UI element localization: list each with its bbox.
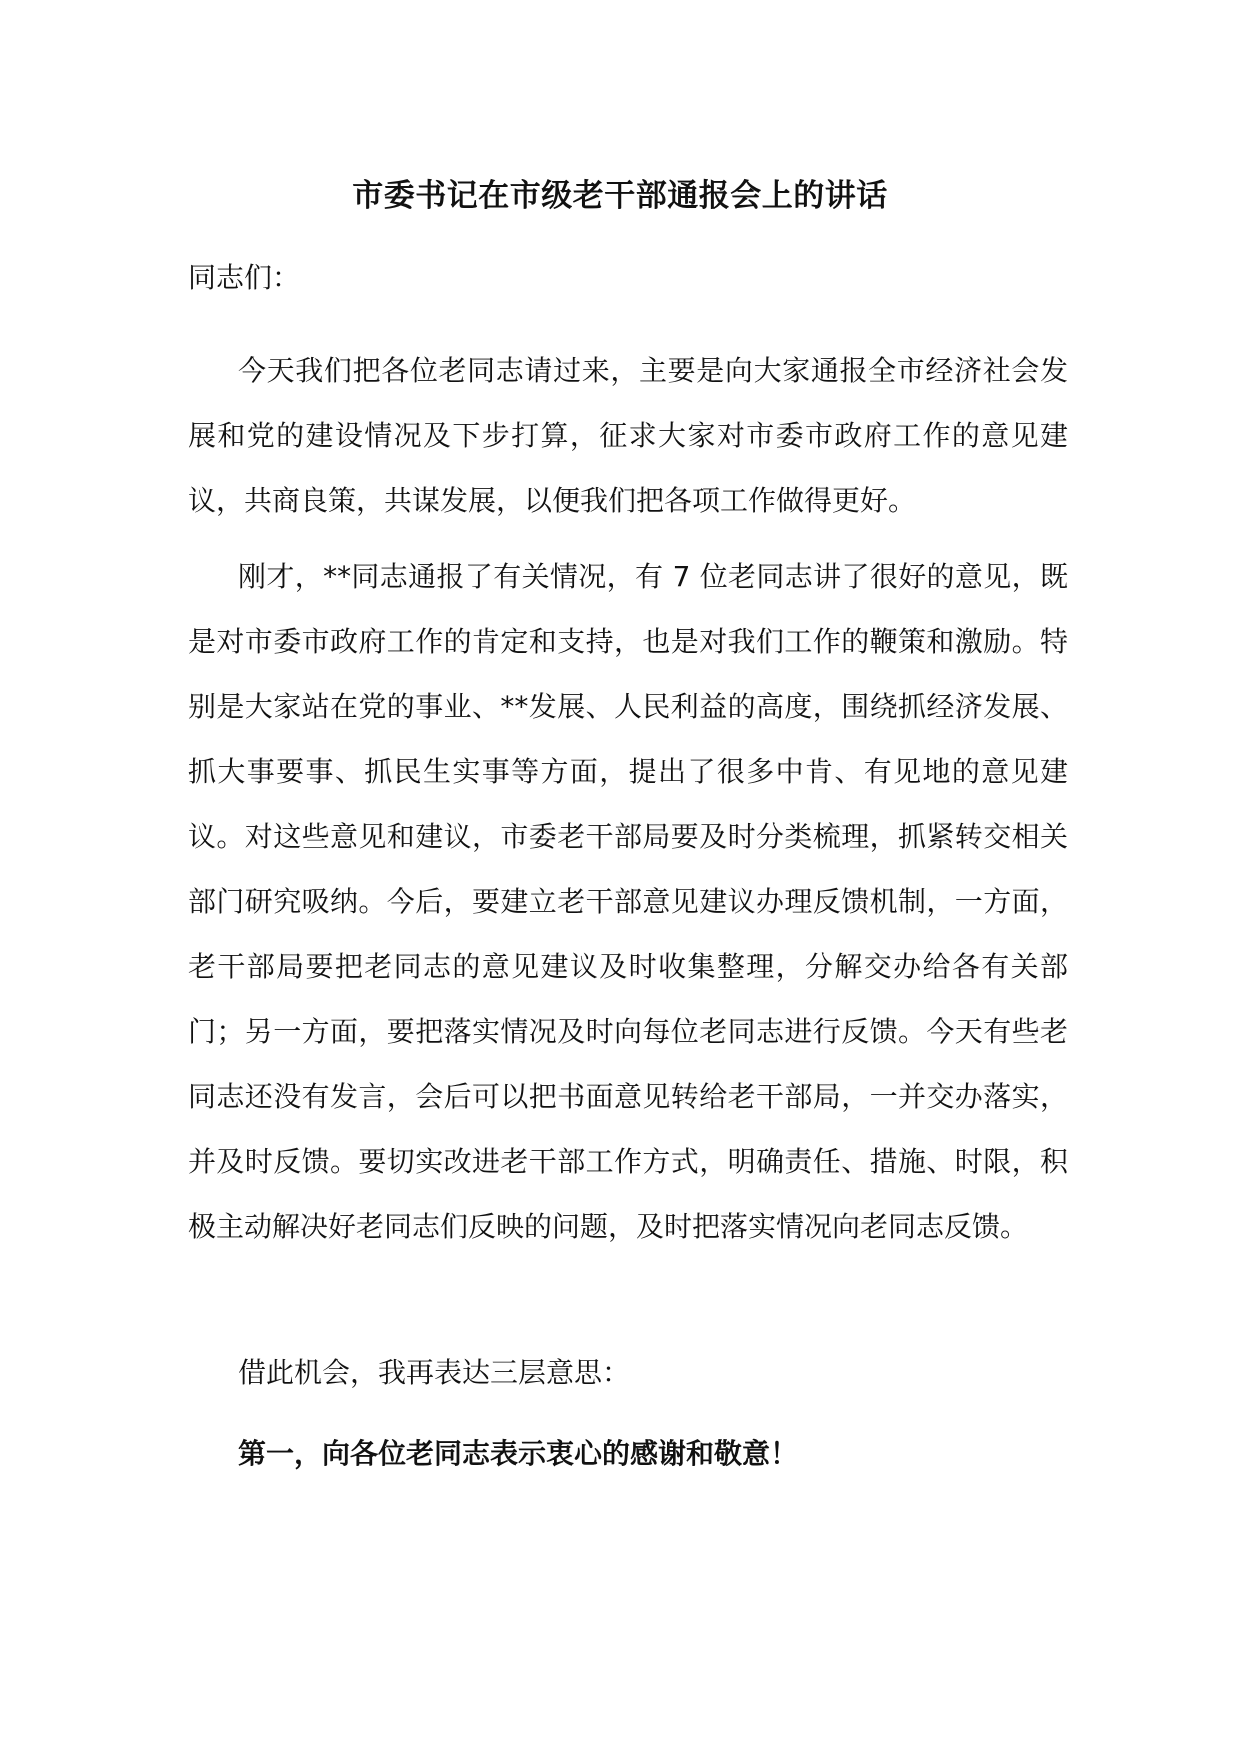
paragraph-intro: 今天我们把各位老同志请过来，主要是向大家通报全市经济社会发展和党的建设情况及下步打算，征求大家对市委市政府工作的意见建议，共商良策，共谋发展，以便我们把各项工作做得更好。	[188, 354, 1068, 517]
document-title: 市委书记在市级老干部通报会上的讲话	[352, 178, 888, 214]
paragraph-transition: 借此机会，我再表达三层意思：	[238, 1356, 631, 1389]
paragraph-feedback: 刚才，**同志通报了有关情况，有 7 位老同志讲了很好的意见，既是对市委市政府工作的肯定和支持，也是对我们工作的鞭策和激励。特别是大家站在党的事业、**发展、人民利益的高度，围绕抓经济发展、抓大事要事、抓民生实事等方面，提出了很多中肯、有见地的意见建议。对这些意见和建议，市委老干部局要及时分类梳理，抓紧转交相关部门研究吸纳。今后，要建立老干部意见建议办理反馈机制，一方面，老干部局要把老同志的意见建议及时收集整理，分解交办给各有关部门；另一方面，要把落实情况及时向每位老同志进行反馈。今天有些老同志还没有发言，会后可以把书面意见转给老干部局，一并交办落实，并及时反馈。要切实改进老干部工作方式，明确责任、措施、时限，积极主动解决好老同志们反映的问题，及时把落实情况向老同志反馈。	[188, 560, 1068, 1243]
section-heading-1: 第一，向各位老同志表示衷心的感谢和敬意！	[238, 1437, 799, 1470]
salutation: 同志们：	[188, 261, 301, 294]
